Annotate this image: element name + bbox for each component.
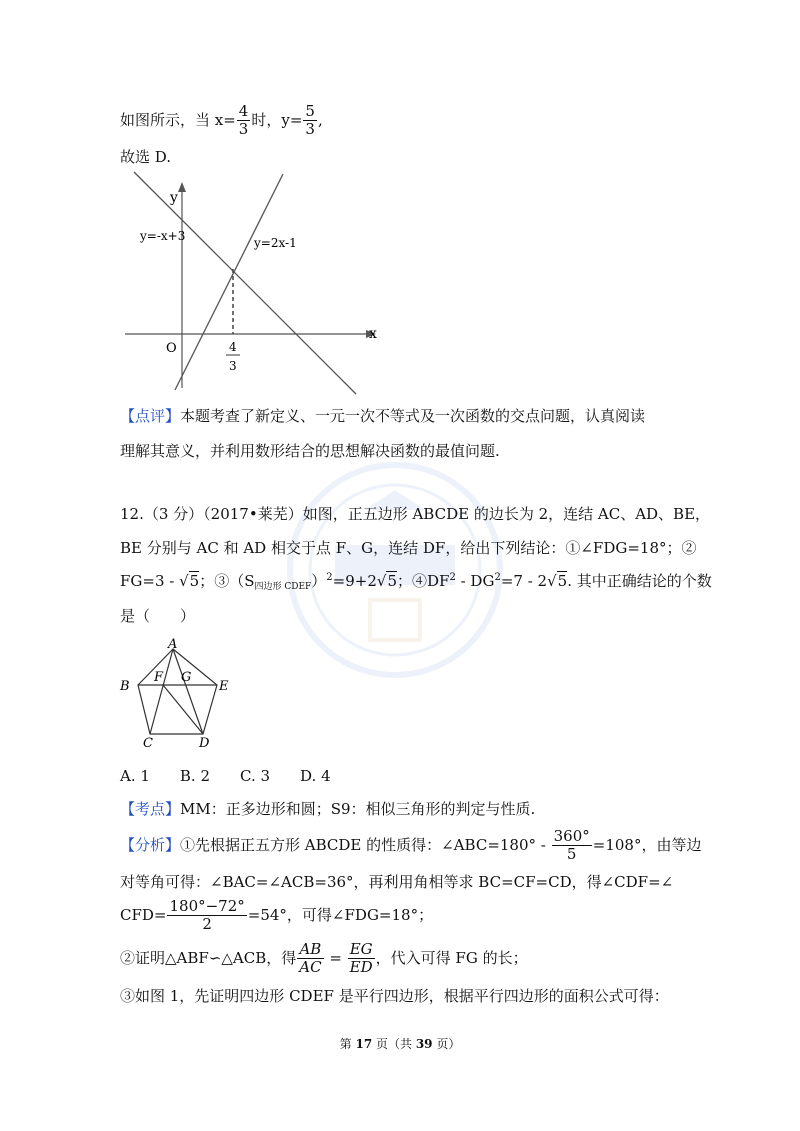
label-c: C — [143, 736, 153, 750]
fenxi-f1-num: 360° — [553, 827, 590, 845]
footer-pre: 第 — [339, 1037, 356, 1051]
q12-l3-f: - DG — [455, 572, 495, 590]
intro-mid: 时，y= — [251, 110, 303, 129]
pentagon-diagram — [115, 635, 240, 750]
kaodian-text: MM：正多边形和圆；S9：相似三角形的判定与性质. — [180, 800, 536, 818]
y-denominator: 3 — [305, 120, 315, 139]
fenxi-fraction-2 — [167, 898, 246, 934]
comment-line-1 — [120, 405, 645, 426]
intro-comma: , — [317, 110, 323, 129]
ratio-2-num: EG — [348, 941, 375, 959]
fenxi-f2-num: 180°−72° — [169, 897, 245, 915]
y-axis-label: y — [170, 190, 178, 206]
fenxi-line-1 — [120, 828, 701, 864]
line-neg-x-plus-3 — [134, 172, 356, 394]
intro-text: 如图所示，当 x= — [120, 110, 236, 129]
label-f: F — [154, 670, 164, 685]
ratio-equals: = — [324, 948, 347, 967]
footer-post: 页） — [432, 1037, 461, 1051]
x-axis-label: x — [369, 326, 377, 342]
fenxi-l3-b: =54°，可得∠FDG=18°； — [247, 905, 434, 924]
fenxi-l1-a: ①先根据正五方形 ABCDE 的性质得：∠ABC=180° - — [180, 835, 551, 854]
fenxi-f2-den: 2 — [202, 915, 212, 934]
page-footer — [0, 1035, 800, 1052]
segment-df — [163, 685, 203, 734]
label-a: A — [168, 637, 178, 652]
fenxi-ratio-2 — [348, 941, 375, 977]
q12-sqrt-2: 5 — [387, 572, 398, 590]
q12-l3-d: =9+2 — [332, 572, 377, 590]
q12-line-4: 是（ ） — [120, 607, 196, 625]
q12-line-3: FG=3 - √5；$③(S_{四边形 CDEF})^2=9+2√5$；$④DF^2 - DG^2=7 - 2√5$. 其中正确结论的个数 — [120, 572, 712, 592]
footer-page-number: 17 — [355, 1037, 373, 1051]
fenxi-line-2: 对等角可得：∠BAC=∠ACB=36°，再利用角相等求 BC=CF=CD，得∠CDF=∠ — [120, 873, 674, 891]
fenxi-line-5: ③如图 1，先证明四边形 CDEF 是平行四边形，根据平行四边形的面积公式可得： — [120, 987, 669, 1005]
fenxi-l4-b: ，代入可得 FG 的长； — [375, 948, 528, 967]
line1-label: y=-x+3 — [140, 229, 186, 243]
label-b: B — [120, 679, 130, 694]
tick-numerator: 4 — [229, 340, 237, 354]
y-axis-arrow — [178, 182, 186, 192]
fenxi-line-3 — [120, 898, 433, 934]
fenxi-l4-a: ②证明△ABF∽△ACB，得 — [120, 948, 297, 967]
q12-l3-b: ；③（S — [199, 572, 255, 590]
fenxi-l1-b: =108°，由等边 — [592, 835, 702, 854]
q12-l3-g: =7 - 2 — [500, 572, 548, 590]
q12-l3-h: . 其中正确结论的个数 — [567, 572, 712, 590]
fenxi-fraction-1 — [552, 828, 592, 864]
kaodian-tag: 【考点】 — [120, 800, 181, 818]
comment-tag: 【点评】 — [120, 407, 181, 425]
fenxi-ratio-1 — [297, 941, 323, 977]
x-fraction — [237, 103, 251, 139]
q12-sup-3: 2 — [494, 572, 501, 583]
segment-ac — [150, 649, 173, 734]
kaodian-line — [120, 798, 535, 819]
tick-denominator: 3 — [229, 359, 237, 373]
q12-sqrt-3: 5 — [557, 572, 568, 590]
fenxi-line-4 — [120, 941, 528, 977]
label-g: G — [181, 670, 192, 685]
q12-subscript: 四边形 CDEF — [254, 582, 312, 592]
q12-sqrt-1: 5 — [189, 572, 200, 590]
y-numerator: 5 — [305, 102, 315, 120]
ratio-1-den: AC — [299, 958, 322, 977]
line-2x-minus-1 — [175, 174, 283, 390]
answer-line: 故选 D. — [120, 148, 172, 166]
q12-sup-1: 2 — [326, 572, 333, 583]
intro-line — [120, 103, 323, 139]
x-denominator: 3 — [238, 120, 249, 139]
fenxi-tag: 【分析】 — [120, 835, 181, 854]
q12-line-1: 12.（3 分）（2017•莱芜）如图，正五边形 ABCDE 的边长为 2，连结 AC、AD、BE， — [120, 505, 711, 523]
answer-options: A. 1 B. 2 C. 3 D. 4 — [120, 767, 331, 785]
label-d: D — [199, 736, 210, 750]
function-graph — [120, 170, 390, 395]
label-e: E — [219, 679, 229, 694]
x-numerator: 4 — [238, 102, 249, 120]
ratio-1-num: AB — [297, 941, 323, 959]
fenxi-f1-den: 5 — [566, 845, 577, 864]
fenxi-l3-a: CFD= — [120, 905, 167, 924]
ratio-2-den: ED — [349, 958, 373, 977]
line2-label: y=2x-1 — [254, 236, 297, 250]
q12-l3-c: ） — [311, 572, 327, 590]
comment-text-1: 本题考查了新定义、一元一次不等式及一次函数的交点问题，认真阅读 — [180, 407, 646, 425]
footer-mid: 页（共 — [372, 1037, 416, 1051]
q12-l3-e: ；④DF — [397, 572, 450, 590]
y-fraction — [303, 103, 317, 139]
q12-line-2: BE 分别与 AC 和 AD 相交于点 F、G，连结 DF，给出下列结论：①∠FDG=18°；② — [120, 539, 697, 557]
q12-l3-a: FG=3 - — [120, 572, 180, 590]
q12-sup-2: 2 — [449, 572, 456, 583]
comment-line-2: 理解其意义，并利用数形结合的思想解决函数的最值问题. — [120, 442, 500, 460]
footer-total-pages: 39 — [415, 1037, 433, 1051]
origin-label: O — [166, 341, 177, 356]
